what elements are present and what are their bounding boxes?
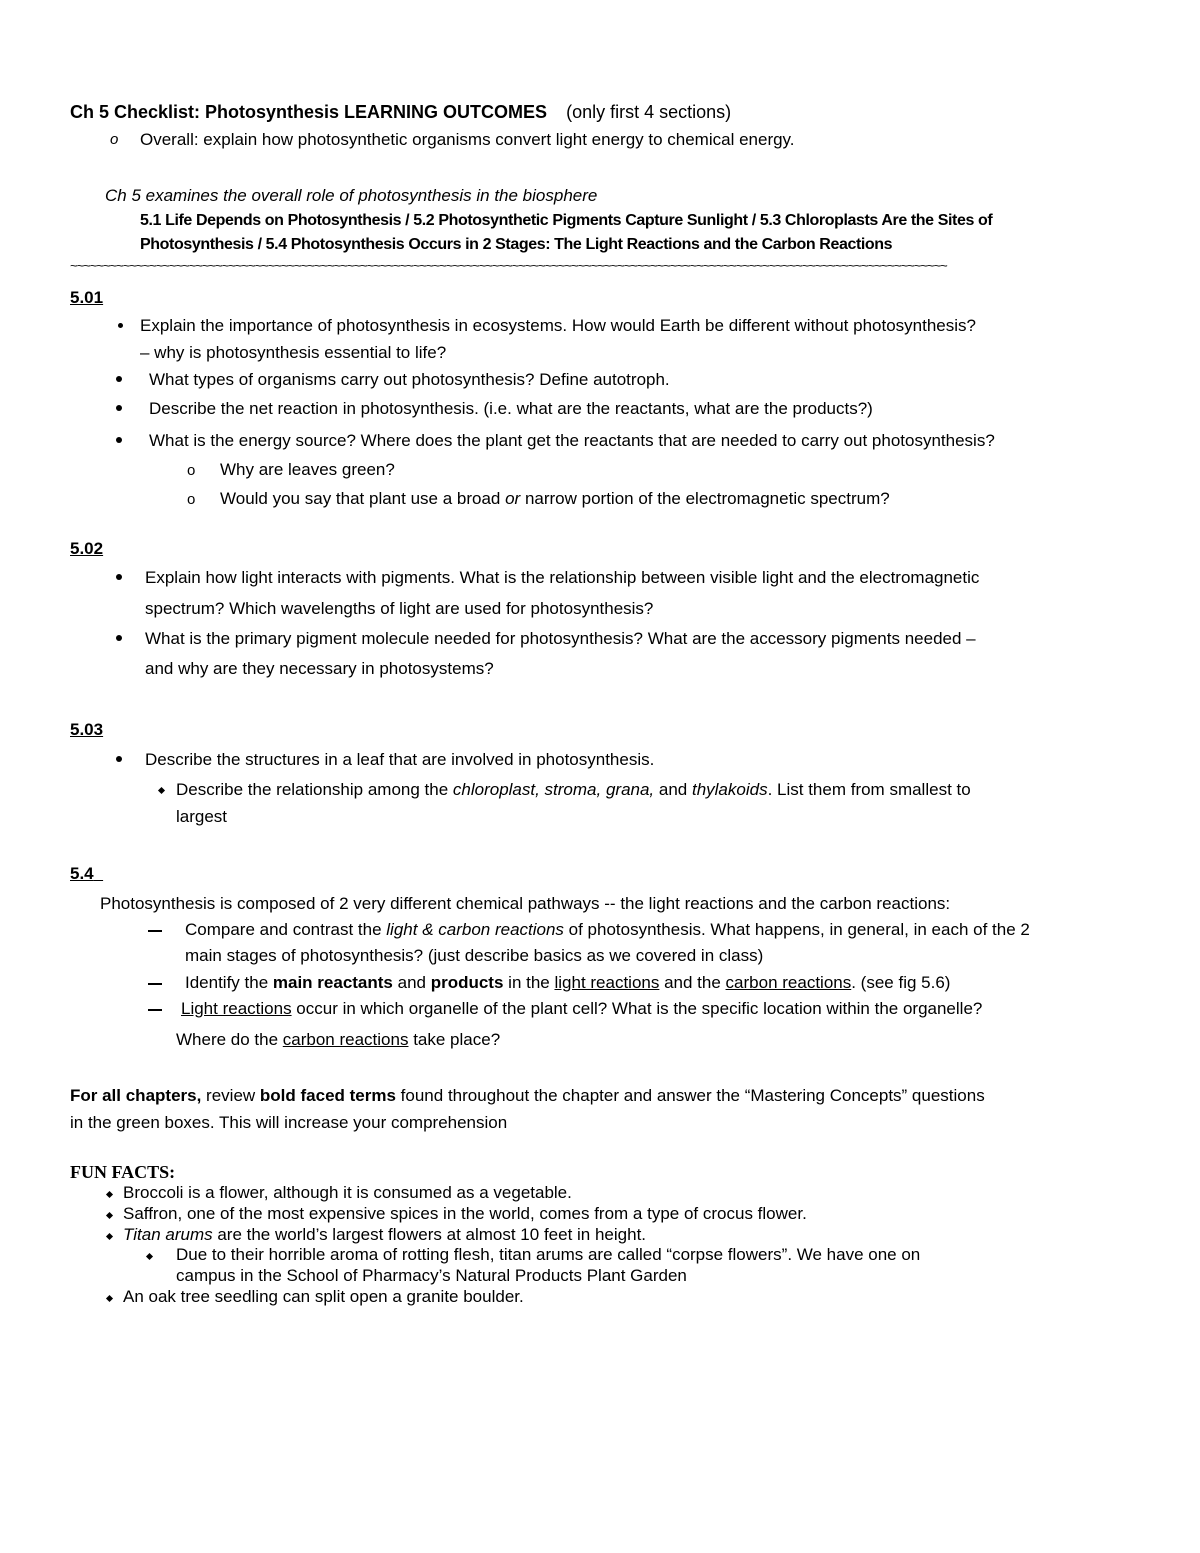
dash-icon xyxy=(148,983,162,985)
topics-line-2: Photosynthesis / 5.4 Photosynthesis Occurs in 2 Stages: The Light Reactions and the Carbon Reactions xyxy=(140,236,893,253)
overall-outcome: Overall: explain how photosynthetic organisms convert light energy to chemical energy. xyxy=(140,130,795,149)
bullet-icon xyxy=(118,323,123,328)
sub-marker: o xyxy=(187,491,196,508)
s501-subitem-1: Why are leaves green? xyxy=(220,460,395,479)
bullet-icon xyxy=(116,756,122,762)
s502-item-1: Explain how light interacts with pigments. What is the relationship between visible light and the electromagnetic xyxy=(145,568,980,587)
s501-item-1: Explain the importance of photosynthesis in ecosystems. How would Earth be different without photosynthesis? xyxy=(140,316,976,335)
review-note-cont: in the green boxes. This will increase your comprehension xyxy=(70,1113,508,1132)
s503-item-1: Describe the structures in a leaf that are involved in photosynthesis. xyxy=(145,750,655,769)
fun-fact-1: Broccoli is a flower, although it is consumed as a vegetable. xyxy=(123,1183,572,1202)
sub-marker: o xyxy=(187,462,196,479)
s503-subitem-1-cont: largest xyxy=(176,807,228,826)
sub-bullet-icon xyxy=(106,1295,113,1302)
fun-fact-3: Titan arums are the world’s largest flowers at almost 10 feet in height. xyxy=(123,1225,647,1244)
s502-item-2: What is the primary pigment molecule needed for photosynthesis? What are the accessory pigments needed – xyxy=(145,629,976,648)
dash-icon xyxy=(148,1009,162,1011)
s54-item-3: Light reactions occur in which organelle of the plant cell? What is the specific location within the organelle? xyxy=(181,999,983,1018)
title-note: (only first 4 sections) xyxy=(566,102,732,122)
s501-item-1-cont: – why is photosynthesis essential to life? xyxy=(140,343,447,362)
fun-fact-3-sub: Due to their horrible aroma of rotting flesh, titan arums are called “corpse flowers”. We have one on xyxy=(176,1245,921,1264)
s502-item-1-cont: spectrum? Which wavelengths of light are used for photosynthesis? xyxy=(145,599,654,618)
section-heading-502: 5.02 xyxy=(70,539,104,558)
fun-fact-2: Saffron, one of the most expensive spices in the world, comes from a type of crocus flower. xyxy=(123,1204,807,1223)
section-heading-503: 5.03 xyxy=(70,720,104,739)
s54-item-1-cont: main stages of photosynthesis? (just describe basics as we covered in class) xyxy=(185,946,764,965)
overall-marker: o xyxy=(110,131,119,148)
dash-icon xyxy=(148,930,162,932)
chapter-intro: Ch 5 examines the overall role of photosynthesis in the biosphere xyxy=(105,186,598,205)
s501-subitem-2: Would you say that plant use a broad or narrow portion of the electromagnetic spectrum? xyxy=(220,489,890,508)
fun-fact-4: An oak tree seedling can split open a granite boulder. xyxy=(123,1287,524,1306)
fun-fact-3-sub-cont: campus in the School of Pharmacy’s Natural Products Plant Garden xyxy=(176,1266,687,1285)
s54-item-2: Identify the main reactants and products in the light reactions and the carbon reactions. (see fig 5.6) xyxy=(185,973,951,992)
topics-line-1: 5.1 Life Depends on Photosynthesis / 5.2 Photosynthetic Pigments Capture Sunlight / 5.3 Chloroplasts Are the Sites of xyxy=(140,212,993,229)
section-heading-501: 5.01 xyxy=(70,288,104,307)
s501-item-4: What is the energy source? Where does the plant get the reactants that are needed to carry out photosynthesis? xyxy=(149,431,995,450)
tilde-divider: ~~~~~~~~~~~~~~~~~~~~~~~~~~~~~~~~~~~~~~~~~~~~~~~~~~~~~~~~~~~~~~~~~~~~~~~~~~~~~~~~~~~~~~~~~~~~~~~~~~~~~~~~~~~~~~~~~~~~~~~~~~~~~~~~~~~~~ xyxy=(70,258,947,273)
section-heading-54: 5.4 xyxy=(70,864,94,883)
sub-bullet-icon xyxy=(146,1253,153,1260)
s501-item-2: What types of organisms carry out photosynthesis? Define autotroph. xyxy=(149,370,670,389)
sub-bullet-icon xyxy=(106,1191,113,1198)
bullet-icon xyxy=(116,405,122,411)
s54-intro: Photosynthesis is composed of 2 very different chemical pathways -- the light reactions and the carbon reactions: xyxy=(100,894,951,913)
s501-item-3: Describe the net reaction in photosynthesis. (i.e. what are the reactants, what are the products?) xyxy=(149,399,873,418)
fun-facts-heading: FUN FACTS: xyxy=(70,1162,176,1182)
sub-bullet-icon xyxy=(106,1233,113,1240)
s54-item-1: Compare and contrast the light & carbon reactions of photosynthesis. What happens, in general, in each of the 2 xyxy=(185,920,1030,939)
sub-bullet-icon xyxy=(158,787,165,794)
bullet-icon xyxy=(116,574,122,580)
page-title: Ch 5 Checklist: Photosynthesis LEARNING OUTCOMES (only first 4 sections) xyxy=(70,102,732,122)
s502-item-2-cont: and why are they necessary in photosystems? xyxy=(145,659,494,678)
s54-item-3-cont: Where do the carbon reactions take place? xyxy=(176,1030,501,1049)
review-note: For all chapters, review bold faced terms found throughout the chapter and answer the “Mastering Concepts” questions xyxy=(70,1086,985,1105)
bullet-icon xyxy=(116,437,122,443)
bullet-icon xyxy=(116,635,122,641)
sub-bullet-icon xyxy=(106,1212,113,1219)
s503-subitem-1: Describe the relationship among the chloroplast, stroma, grana, and thylakoids. List them from smallest to xyxy=(176,780,971,799)
bullet-icon xyxy=(116,376,122,382)
